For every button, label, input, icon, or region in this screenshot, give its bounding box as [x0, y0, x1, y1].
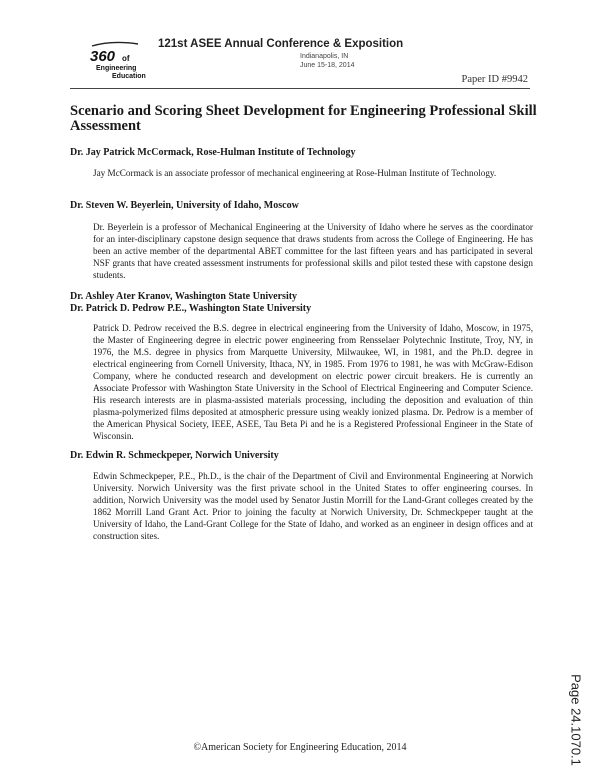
paper-id: Paper ID #9942 — [461, 74, 528, 85]
author-bio: Edwin Schmeckpeper, P.E., Ph.D., is the chair of the Department of Civil and Environmental Engineering at Norwich University. Norwich University was the first private school in the United States to offer engineering courses. In addition, Norwich University was the model used by Senator Justin Morrill for the Land-Grant colleges created by the 1862 Morrill Land Grant Act. Prior to joining the faculty at Norwich University, Dr. Schmeckpeper taught at the University of Idaho, the Land-Grant College for the State of Idaho, and worked as an engineer in design offices and at construction sites. — [93, 471, 533, 541]
asee-360-logo — [86, 38, 156, 82]
author-name: Dr. Jay Patrick McCormack, Rose-Hulman Institute of Technology — [70, 147, 356, 158]
author-bio: Jay McCormack is an associate professor of mechanical engineering at Rose-Hulman Institute of Technology. — [93, 168, 497, 178]
author-name: Dr. Edwin R. Schmeckpeper, Norwich University — [70, 450, 279, 461]
logo-engineering-text: Engineering — [96, 65, 137, 72]
location-dates: June 15-18, 2014 — [300, 62, 355, 69]
conference-location — [300, 52, 355, 70]
copyright-footer: ©American Society for Engineering Education, 2014 — [193, 742, 407, 753]
page-number-text: Page 24.1070.1 — [568, 674, 584, 766]
author-bio: Dr. Beyerlein is a professor of Mechanical Engineering at the University of Idaho where he serves as the coordinator for an inter-disciplinary capstone design sequence that draws students from across the College of Engineering. He has been an active member of the departmental ABET committee for the last fifteen years and has participated in several NSF grants that have created assessment instruments for professional skills and pilot tested these with capstone design students. — [93, 222, 533, 280]
author-name: Dr. Patrick D. Pedrow P.E., Washington State University — [70, 303, 312, 314]
paper-title: Scenario and Scoring Sheet Development for Engineering Professional Skill Assessment — [70, 103, 537, 134]
logo-of-text: of — [122, 54, 130, 63]
author-bio: Patrick D. Pedrow received the B.S. degree in electrical engineering from the University of Idaho, Moscow, in 1975, the Master of Engineering degree in electric power engineering from Rensselaer Polytechnic Institute, Troy, NY, in 1976, the M.S. degree in physics from Marquette University, Milwaukee, WI, in 1981, and the Ph.D. degree in electrical engineering from Cornell University, Ithaca, NY, in 1985. From 1976 to 1981, he was with McGraw-Edison Company, where he conducted research and development on electric power circuit breakers. He is currently an Associate Professor with Washington State University in the School of Electrical Engineering and Computer Science. His research interests are in plasma-assisted materials processing, including the deposition and evaluation of thin plasma-polymerized films deposited at atmospheric pressure using weakly ionized plasma. Dr. Pedrow is a member of the American Physical Society, IEEE, ASEE, Tau Beta Pi and he is a Registered Professional Engineer in the State of Wisconsin. — [93, 323, 533, 441]
conference-title: 121st ASEE Annual Conference & Exposition — [158, 38, 404, 50]
page-number — [568, 672, 584, 768]
logo-education-text: Education — [112, 73, 146, 80]
logo-360-text: 360 — [90, 48, 116, 65]
location-city: Indianapolis, IN — [300, 53, 349, 60]
author-name: Dr. Ashley Ater Kranov, Washington State University — [70, 291, 298, 302]
author-name: Dr. Steven W. Beyerlein, University of Idaho, Moscow — [70, 200, 299, 211]
header-divider — [70, 88, 530, 89]
